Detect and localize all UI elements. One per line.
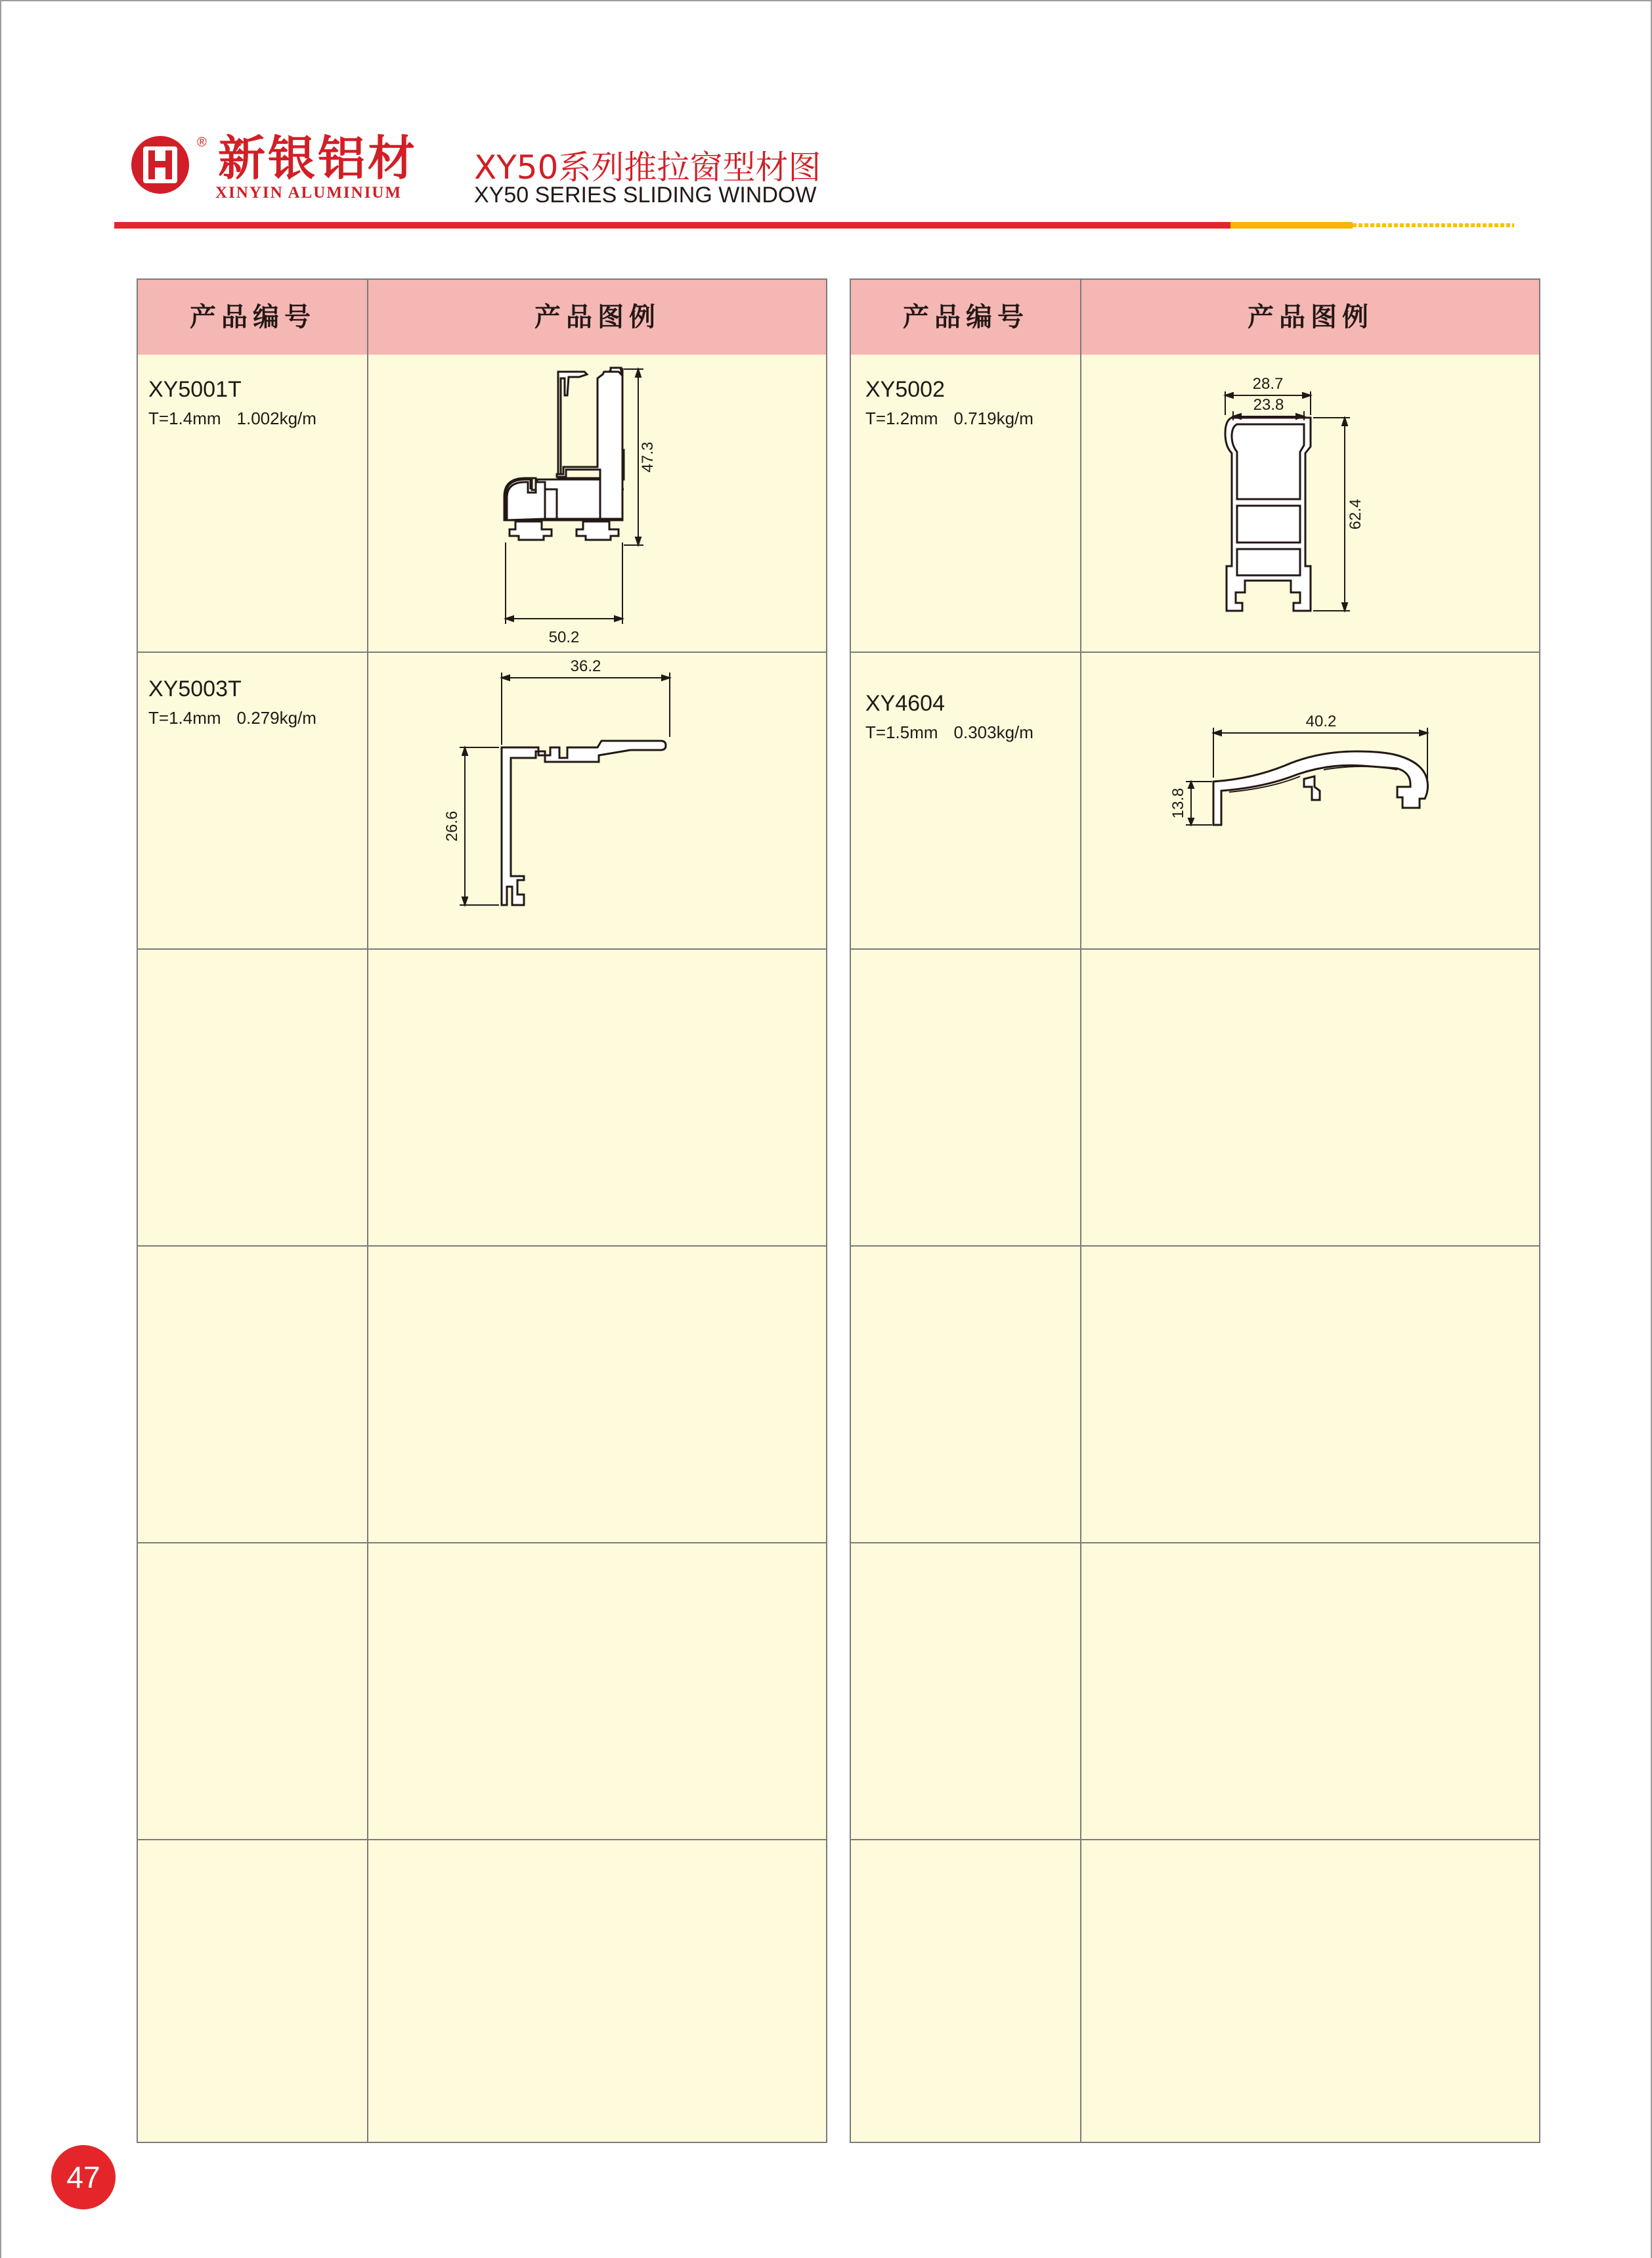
column-divider xyxy=(1080,355,1081,2142)
row-divider xyxy=(138,1245,826,1247)
page-title-en: XY50 SERIES SLIDING WINDOW xyxy=(474,183,817,208)
header-product-image: 产品图例 xyxy=(1248,302,1374,332)
row-divider xyxy=(851,1542,1539,1543)
product-thickness: T=1.4mm xyxy=(148,409,221,428)
row-divider xyxy=(138,1839,826,1840)
table-body xyxy=(137,355,827,2143)
row-divider xyxy=(851,948,1539,950)
product-code: XY5001T xyxy=(148,377,242,402)
dim-height: 47.3 xyxy=(639,441,657,473)
product-code: XY5003T xyxy=(148,676,242,701)
product-thickness: T=1.4mm xyxy=(148,708,221,728)
product-code: XY4604 xyxy=(865,691,945,716)
dim-height: 13.8 xyxy=(1169,787,1187,819)
row-divider xyxy=(138,948,826,950)
page-frame-left xyxy=(0,0,1,2258)
product-weight: 1.002kg/m xyxy=(236,409,316,428)
product-spec xyxy=(865,410,1033,427)
dim-height: 26.6 xyxy=(443,810,461,842)
brand-name-cn: 新银铝材 xyxy=(218,131,418,186)
product-code: XY5002 xyxy=(865,377,945,402)
page-number: 47 xyxy=(51,2145,116,2209)
profile-drawing-xy5003t xyxy=(433,653,827,948)
header-rule-dashed xyxy=(1353,223,1514,227)
dim-height: 62.4 xyxy=(1347,498,1364,530)
page-frame-top xyxy=(0,0,1652,1)
product-spec xyxy=(148,709,316,726)
product-thickness: T=1.5mm xyxy=(865,722,938,742)
product-table-right xyxy=(850,278,1540,2143)
column-divider xyxy=(367,355,368,2142)
product-weight: 0.303kg/m xyxy=(953,722,1033,742)
product-weight: 0.279kg/m xyxy=(236,708,316,728)
dim-width: 40.2 xyxy=(1305,713,1337,730)
brand-logo-icon xyxy=(130,135,190,195)
row-divider xyxy=(851,1245,1539,1247)
dim-inner-width: 23.8 xyxy=(1253,396,1284,414)
header-product-code: 产品编号 xyxy=(190,302,316,332)
table-body xyxy=(850,355,1540,2143)
dim-outer-width: 28.7 xyxy=(1252,375,1284,393)
product-weight: 0.719kg/m xyxy=(953,409,1033,428)
row-divider xyxy=(851,1839,1539,1840)
table-header xyxy=(850,278,1540,356)
dim-width: 36.2 xyxy=(570,657,601,675)
row-divider xyxy=(138,1542,826,1543)
table-header xyxy=(137,278,827,356)
profile-drawing-xy4604 xyxy=(1166,653,1534,948)
product-thickness: T=1.2mm xyxy=(865,409,938,428)
product-spec xyxy=(865,724,1033,741)
product-table-left xyxy=(137,278,827,2143)
registered-mark: ® xyxy=(197,135,207,150)
product-spec xyxy=(148,410,316,427)
header-product-code: 产品编号 xyxy=(903,302,1029,332)
header-product-image: 产品图例 xyxy=(534,302,661,332)
header-rule-yellow xyxy=(1230,222,1353,229)
page-title-cn: XY50系列推拉窗型材图 xyxy=(474,148,821,187)
header-rule-red xyxy=(114,222,1230,229)
profile-drawing-xy5001t xyxy=(427,355,821,650)
dim-width: 50.2 xyxy=(548,629,580,646)
profile-drawing-xy5002 xyxy=(1206,355,1416,650)
brand-name-en: XINYIN ALUMINIUM xyxy=(215,184,402,202)
